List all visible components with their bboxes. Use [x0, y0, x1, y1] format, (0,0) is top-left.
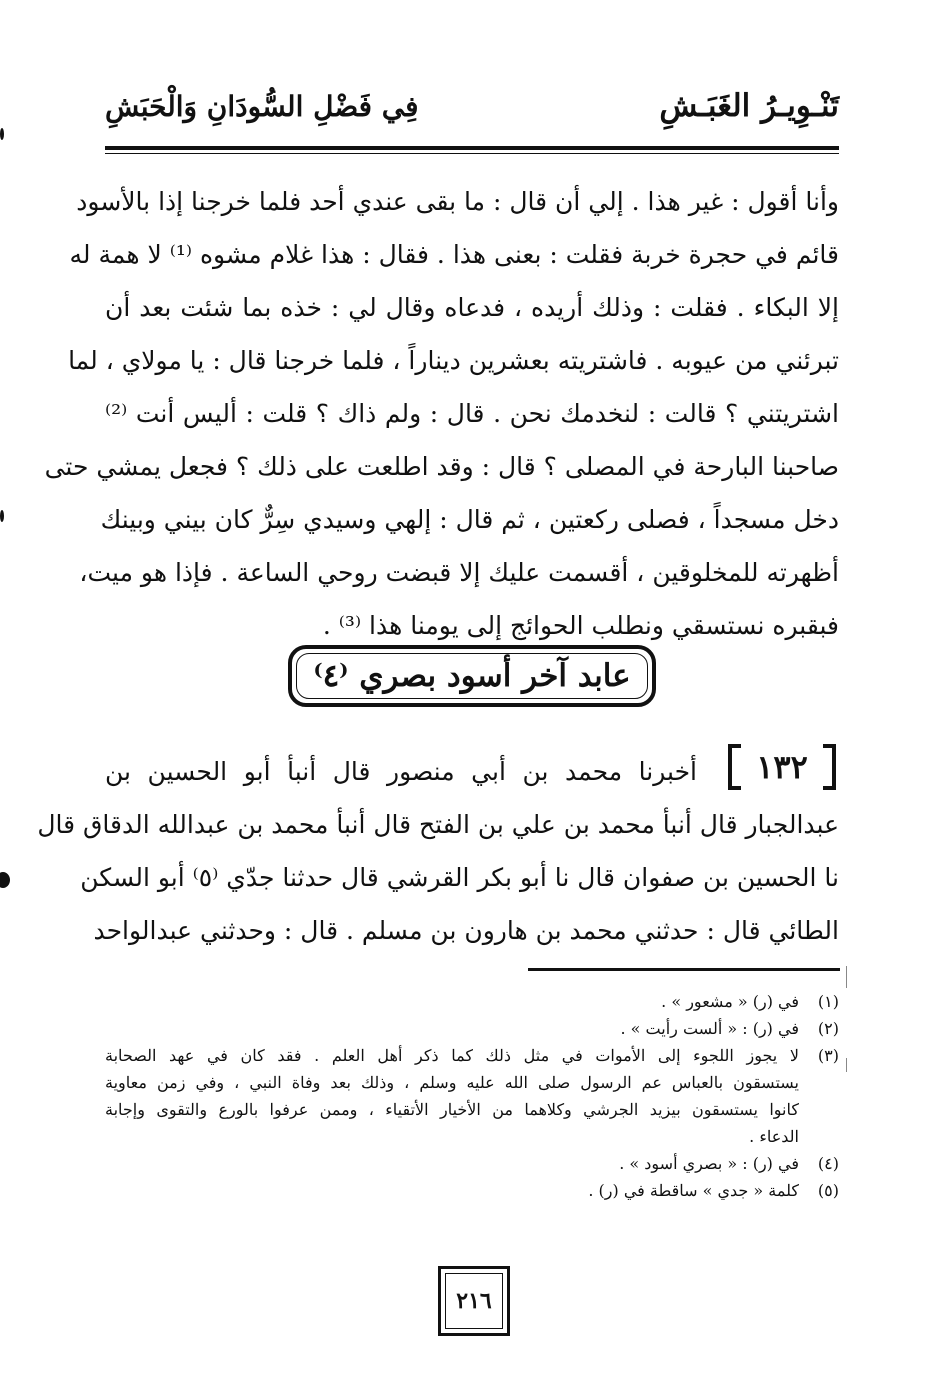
- text-line: اشتريتني ؟ قالت : لنخدمك نحن . قال : ولم ذاك ؟ قلت : أليس أنت ⁽²⁾: [105, 399, 839, 428]
- text-line: إلا البكاء . فقلت : وذلك أريده ، فدعاه وقال لي : خذه بما شئت بعد أن: [105, 293, 839, 322]
- footnote-number: (٤): [817, 1154, 839, 1173]
- footnote: [105, 1042, 839, 1150]
- footnote-text: يستسقون بالعباس عم الرسول صلى الله عليه وسلم ، وذلك بعد وفاة النبي ، وفي زمن معاوية: [105, 1073, 799, 1092]
- text-line: نا الحسين بن صفوان قال نا أبو بكر القرشي قال حدثنا جدّي ⁽٥⁾ أبو السكن: [80, 863, 839, 892]
- footnote-text: كانوا يستسقون بيزيد الجرشي وكلاهما من الأخيار الأتقياء ، وممن عرفوا بالورع والتقوى وإجابة: [105, 1100, 799, 1119]
- footnote-rule: [528, 968, 840, 971]
- footnote-text: في (ر) : « بصري أسود » .: [619, 1154, 799, 1173]
- book-title: تَنْـوِيـرُ الغَبَـشِ: [659, 88, 839, 124]
- footnote-number: (٥): [817, 1181, 839, 1200]
- text-line: دخل مسجداً ، فصلى ركعتين ، ثم قال : إلهي وسيدي سِرٌّ كان بيني وبينك: [100, 505, 839, 534]
- header-rule-thick: [105, 146, 839, 150]
- footnote: [105, 1015, 839, 1042]
- text-line: الطائي قال : حدثني محمد بن هارون بن مسلم . قال : وحدثني عبدالواحد: [93, 916, 839, 945]
- text-line: فبقبره نستسقي ونطلب الحوائج إلى يومنا هذا ⁽³⁾ .: [322, 611, 839, 640]
- text-line: أظهرته للمخلوقين ، أقسمت عليك إلا قبضت روحي الساعة . فإذا هو ميت،: [79, 558, 839, 587]
- text-line: صاحبنا البارحة في المصلى ؟ قال : وقد اطلعت على ذلك ؟ فجعل يمشي حتى: [44, 452, 839, 481]
- page-number: ٢١٦: [438, 1266, 510, 1336]
- footnote: [105, 988, 839, 1015]
- footnote: [105, 1150, 839, 1177]
- footnote-text: في (ر) : « ألست رأيت » .: [620, 1019, 799, 1038]
- footnotes: [105, 988, 839, 1204]
- text-line: أخبرنا محمد بن أبي منصور قال أنبأ أبو الحسين بن: [105, 757, 698, 786]
- footnote-text: في (ر) « مشعور » .: [661, 992, 799, 1011]
- footnote-number: (٢): [817, 1019, 839, 1038]
- scan-mark: [0, 872, 10, 888]
- text-line: تبرئني من عيوبه . فاشتريته بعشرين ديناراً ، فلما خرجنا قال : يا مولاي ، لما: [68, 346, 839, 375]
- text-line: عبدالجبار قال أنبأ محمد بن علي بن الفتح قال أنبأ محمد بن عبدالله الدقاق قال: [37, 810, 839, 839]
- scan-mark: [0, 128, 4, 140]
- main-paragraph: [44, 175, 839, 652]
- book-subtitle: فِي فَضْلِ السُّودَانِ وَالْحَبَشِ: [105, 90, 419, 123]
- footnote: [105, 1177, 839, 1204]
- section-heading-box: [288, 645, 656, 707]
- footnote-number: (٣): [817, 1046, 839, 1065]
- footnote-number: (١): [817, 992, 839, 1011]
- hadith-paragraph: [37, 745, 839, 957]
- hadith-number: ١٣٢: [728, 742, 836, 792]
- margin-mark: [846, 966, 847, 988]
- margin-mark: [846, 1058, 847, 1072]
- footnote-text: الدعاء .: [749, 1127, 799, 1146]
- section-heading: عابد آخر أسود بصري ⁽٤⁾: [313, 658, 631, 694]
- text-line: وأنا أقول : غير هذا . إلي أن قال : ما بقى عندي أحد فلما خرجنا إذا بالأسود: [76, 187, 839, 216]
- header-rule-thin: [105, 153, 839, 154]
- scan-mark: [0, 510, 4, 522]
- footnote-text: كلمة « جدي » ساقطة في (ر) .: [588, 1181, 799, 1200]
- footnote-text: لا يجوز اللجوء إلى الأموات في مثل ذلك كما ذكر أهل العلم . فقد كان في عهد الصحابة: [105, 1046, 799, 1065]
- text-line: قائم في حجرة خربة فقلت : بعنى هذا . فقال : هذا غلام مشوه ⁽¹⁾ لا همة له: [69, 240, 839, 269]
- running-header: [105, 88, 839, 138]
